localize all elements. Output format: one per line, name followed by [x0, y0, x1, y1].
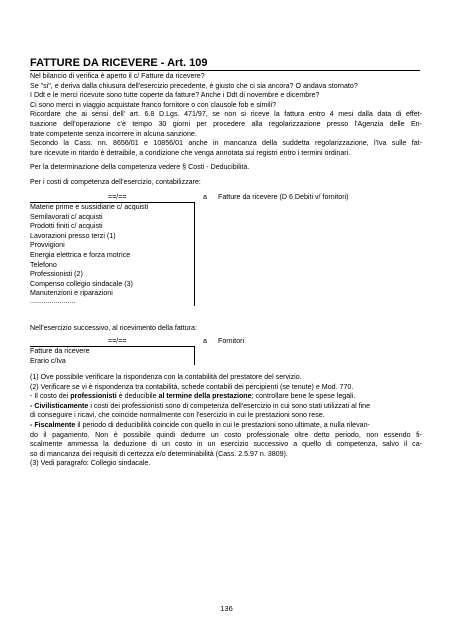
intro-line: Se "si", e deriva dalla chiusura dell'esercizio precedente, è giusto che ci sia ancora? O andava stornato? [30, 81, 358, 90]
note-text: i costi dei professionisti sono di competenza dell'esercizio in cui sono stati utilizzati al fine [88, 401, 371, 410]
entry-a-marker: a [203, 193, 207, 201]
debit-account: Compenso collegio sindacale (3) [30, 279, 133, 288]
debit-account: Provvigioni [30, 241, 65, 250]
note-bold: - Fiscalmente [30, 420, 76, 429]
intro-line: Nel bilancio di verifica è aperto il c/ Fatture da ricevere? [30, 72, 205, 80]
section-title: FATTURE DA RICEVERE - Art. 109 [30, 57, 208, 69]
note-fiscalmente-cont: do il pagamento. Non è possibile quindi dedurre un costo professionale oltre detto periodo, non essendo fi- [30, 430, 422, 439]
credit-account: Fornitori [218, 337, 245, 345]
debit-account: Energia elettrica e forza motrice [30, 251, 131, 259]
note-3: (3) Vedi paragrafo: Collegio sindacale. [30, 459, 151, 468]
competenza-text: Per la determinazione della competenza vedere § Costi - Deducibilità. [30, 163, 250, 171]
debit-account: Erario c/Iva [30, 356, 66, 365]
note-bold: professionisti [70, 392, 117, 401]
debit-account: Semilavorati c/ acquisti [30, 212, 103, 221]
note-fiscalmente [30, 421, 422, 431]
successivo-text: Nell'esercizio successivo, al ricevimento della fattura: [30, 324, 197, 332]
successivo-paragraph [30, 324, 422, 334]
journal-entry-2 [30, 337, 422, 367]
intro-line: I Ddt e le merci ricevute sono tutte coperte da fatture? Anche i Ddt di novembre e dicembre? [30, 91, 320, 100]
costi-text: Per i costi di competenza dell'esercizio, contabilizzare: [30, 178, 201, 186]
note-bold: al termine della prestazione [158, 392, 252, 401]
note-text: è deducibile [116, 392, 159, 401]
intro-line: Secondo la Cass. nn. 8656/01 e 10856/01 anche in mancanza della suddetta regolarizzazione, l'Iva sulle fat- [30, 139, 422, 148]
intro-line: Ricordare che ai sensi dell' art. 6.8 D.Lgs. 471/97, se non si riceve la fattura entro 4 mesi dalla data di effet- [30, 110, 422, 119]
intro-line: trate competente senza incorrere in alcuna sanzione. [30, 129, 197, 138]
entry-column-rule [194, 346, 195, 365]
note-civilisticamente-cont: di conseguire i ricavi, che coincide normalmente con l'esercizio in cui le prestazioni sono rese. [30, 411, 325, 420]
debit-account: Professionisti (2) [30, 270, 83, 279]
credit-account: Fatture da ricevere (D 6 Debiti v/ fornitori) [218, 193, 349, 201]
note-1: (1) Ove possibile verificare la rispondenza con la contabilità del prestatore del servizio. [30, 373, 302, 381]
page-number: 136 [220, 604, 233, 613]
debit-account: Fatture da ricevere [30, 347, 90, 355]
note-2: (2) Verificare se vi è rispondenza tra contabilità, schede contabili dei percipienti (se tenute) e Mod. 770. [30, 382, 354, 391]
intro-paragraph [30, 72, 422, 158]
debit-account: Materie prime e sussidiarie c/ acquisti [30, 203, 149, 211]
intro-line: Ci sono merci in viaggio acquistate franco fornitore o con clausole fob e simili? [30, 100, 277, 109]
debit-account: ....................... [30, 297, 76, 305]
entry-separator: ==/== [108, 193, 127, 201]
debit-account: Lavorazioni presso terzi (1) [30, 231, 116, 240]
debit-account: Telefono [30, 260, 57, 269]
intro-line: ture ricevute in ritardo è detraibile, a condizione che venga annotata sui registri entro i termini ordinari. [30, 148, 351, 157]
notes-section [30, 373, 422, 469]
journal-entry-1 [30, 193, 422, 313]
entry-separator: ==/== [108, 337, 127, 345]
debit-account: Prodotti finiti c/ acquisti [30, 222, 103, 231]
note-bold: - Civilisticamente [30, 401, 89, 410]
note-civilisticamente [30, 402, 422, 412]
intro-line: tuazione dell'operazione c'è tempo 30 giorni per procedere alla regolarizzazione presso l'Agenzia delle En- [30, 119, 422, 128]
note-text: il periodo di deducibilità coincide con quello in cui le prestazioni sono ultimate, a nulla rilevan- [75, 420, 370, 429]
entry-a-marker: a [203, 337, 207, 345]
note-text: - Il costo dei [30, 392, 71, 401]
note-professionisti [30, 392, 422, 402]
title-divider [30, 70, 420, 71]
entry-column-rule [194, 202, 195, 306]
note-text: ; controllare bene le spese legali. [251, 392, 356, 401]
competenza-paragraph [30, 163, 422, 173]
note-fiscalmente-cont: so di mancanza dei requisiti di certezza e/o determinabilità (Cass. 2.5.97 n. 3809). [30, 449, 288, 458]
costi-paragraph [30, 178, 422, 188]
debit-account: Manutenzioni e riparazioni [30, 289, 113, 298]
note-fiscalmente-cont: scalmente ammessa la deduzione di un costo in un esercizio successivo a quello di competenza, salvo il ca- [30, 440, 422, 449]
